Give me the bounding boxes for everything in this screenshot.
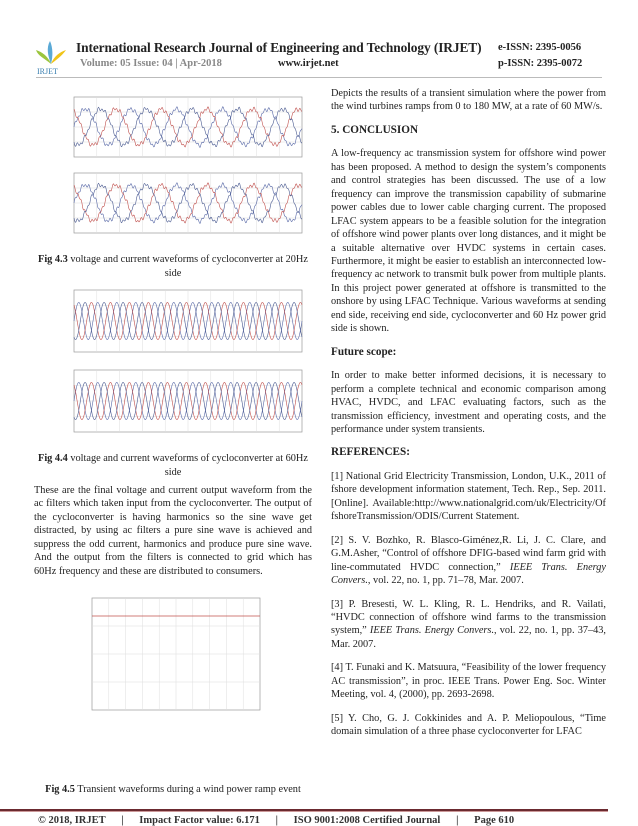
caption-text: Transient waveforms during a wind power ramp event (74, 784, 301, 795)
fig-4-5-caption (34, 783, 312, 797)
reference-text: [5] Y. Cho, G. J. Cokkinides and A. P. Meliopoulous, “Time domain simulation of a three phase cycloconverter for LFAC (331, 712, 606, 738)
reference-text: [2] S. V. Bozhko, R. Blasco-Giménez,R. Li, J. C. Clare, and G.M.Asher, “Control of offshore DFIG-based wind farm grid with line-commutated HVDC connection,” (331, 534, 606, 573)
eissn: e-ISSN: 2395-0056 (498, 42, 582, 53)
reference-details: , vol. 22, no. 1, pp. 71–78, Mar. 2007. (367, 575, 524, 587)
figure-4-4 (66, 288, 306, 448)
volume-info: Volume: 05 Issue: 04 | Apr-2018 (80, 58, 222, 69)
future-scope-paragraph: In order to make better informed decisions, it is necessary to perform a complete technical and economic comparison among HVAC, HVDC, and LFAC evaluating factors, such as the transmission efficiency, investment and operating costs, and the performance under system transients. (331, 370, 606, 435)
reference-text: [4] T. Funaki and K. Matsuura, “Feasibility of the lower frequency AC transmission”, in proc. IEEE Trans. Power Eng. Soc. Winter Meeting, vol. 4, (2000), pp. 2693-2698. (331, 662, 606, 701)
figure-4-3 (66, 95, 306, 250)
left-body (34, 484, 312, 588)
figure-4-5 (84, 592, 264, 722)
pissn: p-ISSN: 2395-0072 (498, 58, 583, 69)
caption-label: Fig 4.5 (45, 784, 75, 795)
reference-5 (331, 712, 606, 739)
footer-divider (0, 809, 608, 812)
intro-paragraph: Depicts the results of a transient simulation where the power from the wind turbines ramps from 0 to 180 MW, at a rate of 60 MW/s. (331, 88, 606, 113)
future-scope-heading: Future scope: (331, 345, 397, 358)
reference-1 (331, 470, 606, 524)
separator: | (275, 815, 278, 826)
footer (38, 815, 514, 826)
conclusion-heading: 5. CONCLUSION (331, 123, 419, 136)
separator: | (456, 815, 459, 826)
journal-title: International Research Journal of Engineering and Technology (IRJET) (76, 40, 482, 55)
impact-factor: Impact Factor value: 6.171 (139, 815, 260, 826)
irjet-logo (34, 40, 68, 76)
reference-4 (331, 661, 606, 701)
fig-4-3-caption (34, 253, 312, 280)
separator: | (121, 815, 124, 826)
reference-3 (331, 598, 606, 652)
reference-text: [3] P. Bresesti, W. L. Kling, R. L. Hendriks, and R. Vailati, “HVDC connection of offshore wind farms to the transmission system,” (331, 598, 606, 637)
fig-4-4-caption (34, 452, 312, 479)
website-link[interactable]: www.irjet.net (278, 58, 339, 69)
page-number: Page 610 (474, 815, 515, 826)
reference-2 (331, 534, 606, 588)
iso-cert: ISO 9001:2008 Certified Journal (293, 815, 441, 826)
caption-text: voltage and current waveforms of cycloconverter at 20Hz side (67, 254, 308, 279)
reference-journal: IEEE Trans. Energy Convers. (369, 625, 495, 637)
paragraph: These are the final voltage and current output waveform from the ac filters which taken input from the cycloconverter. The output of the cycloconverter is having harmonics so the sine wave get distracted, by using ac filters a pure sine wave is achieved and suppress the odd current, harmonics and produce pure sine wave. And the output from the filters is connected to grid which has 60Hz frequency and these are distributed to consumers. (34, 485, 312, 577)
right-body (331, 87, 606, 749)
caption-label: Fig 4.4 (38, 453, 68, 464)
conclusion-paragraph: A low-frequency ac transmission system for offshore wind power has been proposed. A method to design the system’s components and control strategies has been discussed. The use of a low frequency can improve the transmission capability of submarine power cables due to lower cable charging current. The proposed LFAC system appears to be a feasible solution for the integration of offshore wind power plants over long distances, and it might be a suitable alternative over HVDC systems in certain cases. Furthermore, it might be easier to establish an interconnected low-frequency ac network to transmit bulk power from multiple plants. In this project power generated at offshore is transmitted to the onshore by using LFAC Technique. Various waveforms at sending end side, receiving end side, cycloconverter and 60 Hz power grid side is shown. (331, 148, 606, 335)
references-heading: REFERENCES: (331, 446, 410, 459)
header-divider (36, 77, 602, 78)
reference-details: , vol. 22, no. 1, pp. 37–43, Mar. 2007. (331, 625, 607, 650)
copyright: © 2018, IRJET (38, 815, 106, 826)
caption-text: voltage and current waveforms of cycloconverter at 60Hz side (67, 453, 308, 478)
reference-text: [1] National Grid Electricity Transmission, London, U.K., 2011 offshore development information statement, Tech. Rep., Sep. 2011. [Online]. Available:http://www.nationalgrid.com/uk/Electricity/OffshoreTransmission/ODIS/Current Statement. (331, 470, 606, 523)
reference-journal: IEEE Trans. Energy Convers. (331, 561, 607, 587)
caption-label: Fig 4.3 (38, 254, 68, 265)
svg-text:IRJET: IRJET (37, 67, 58, 76)
